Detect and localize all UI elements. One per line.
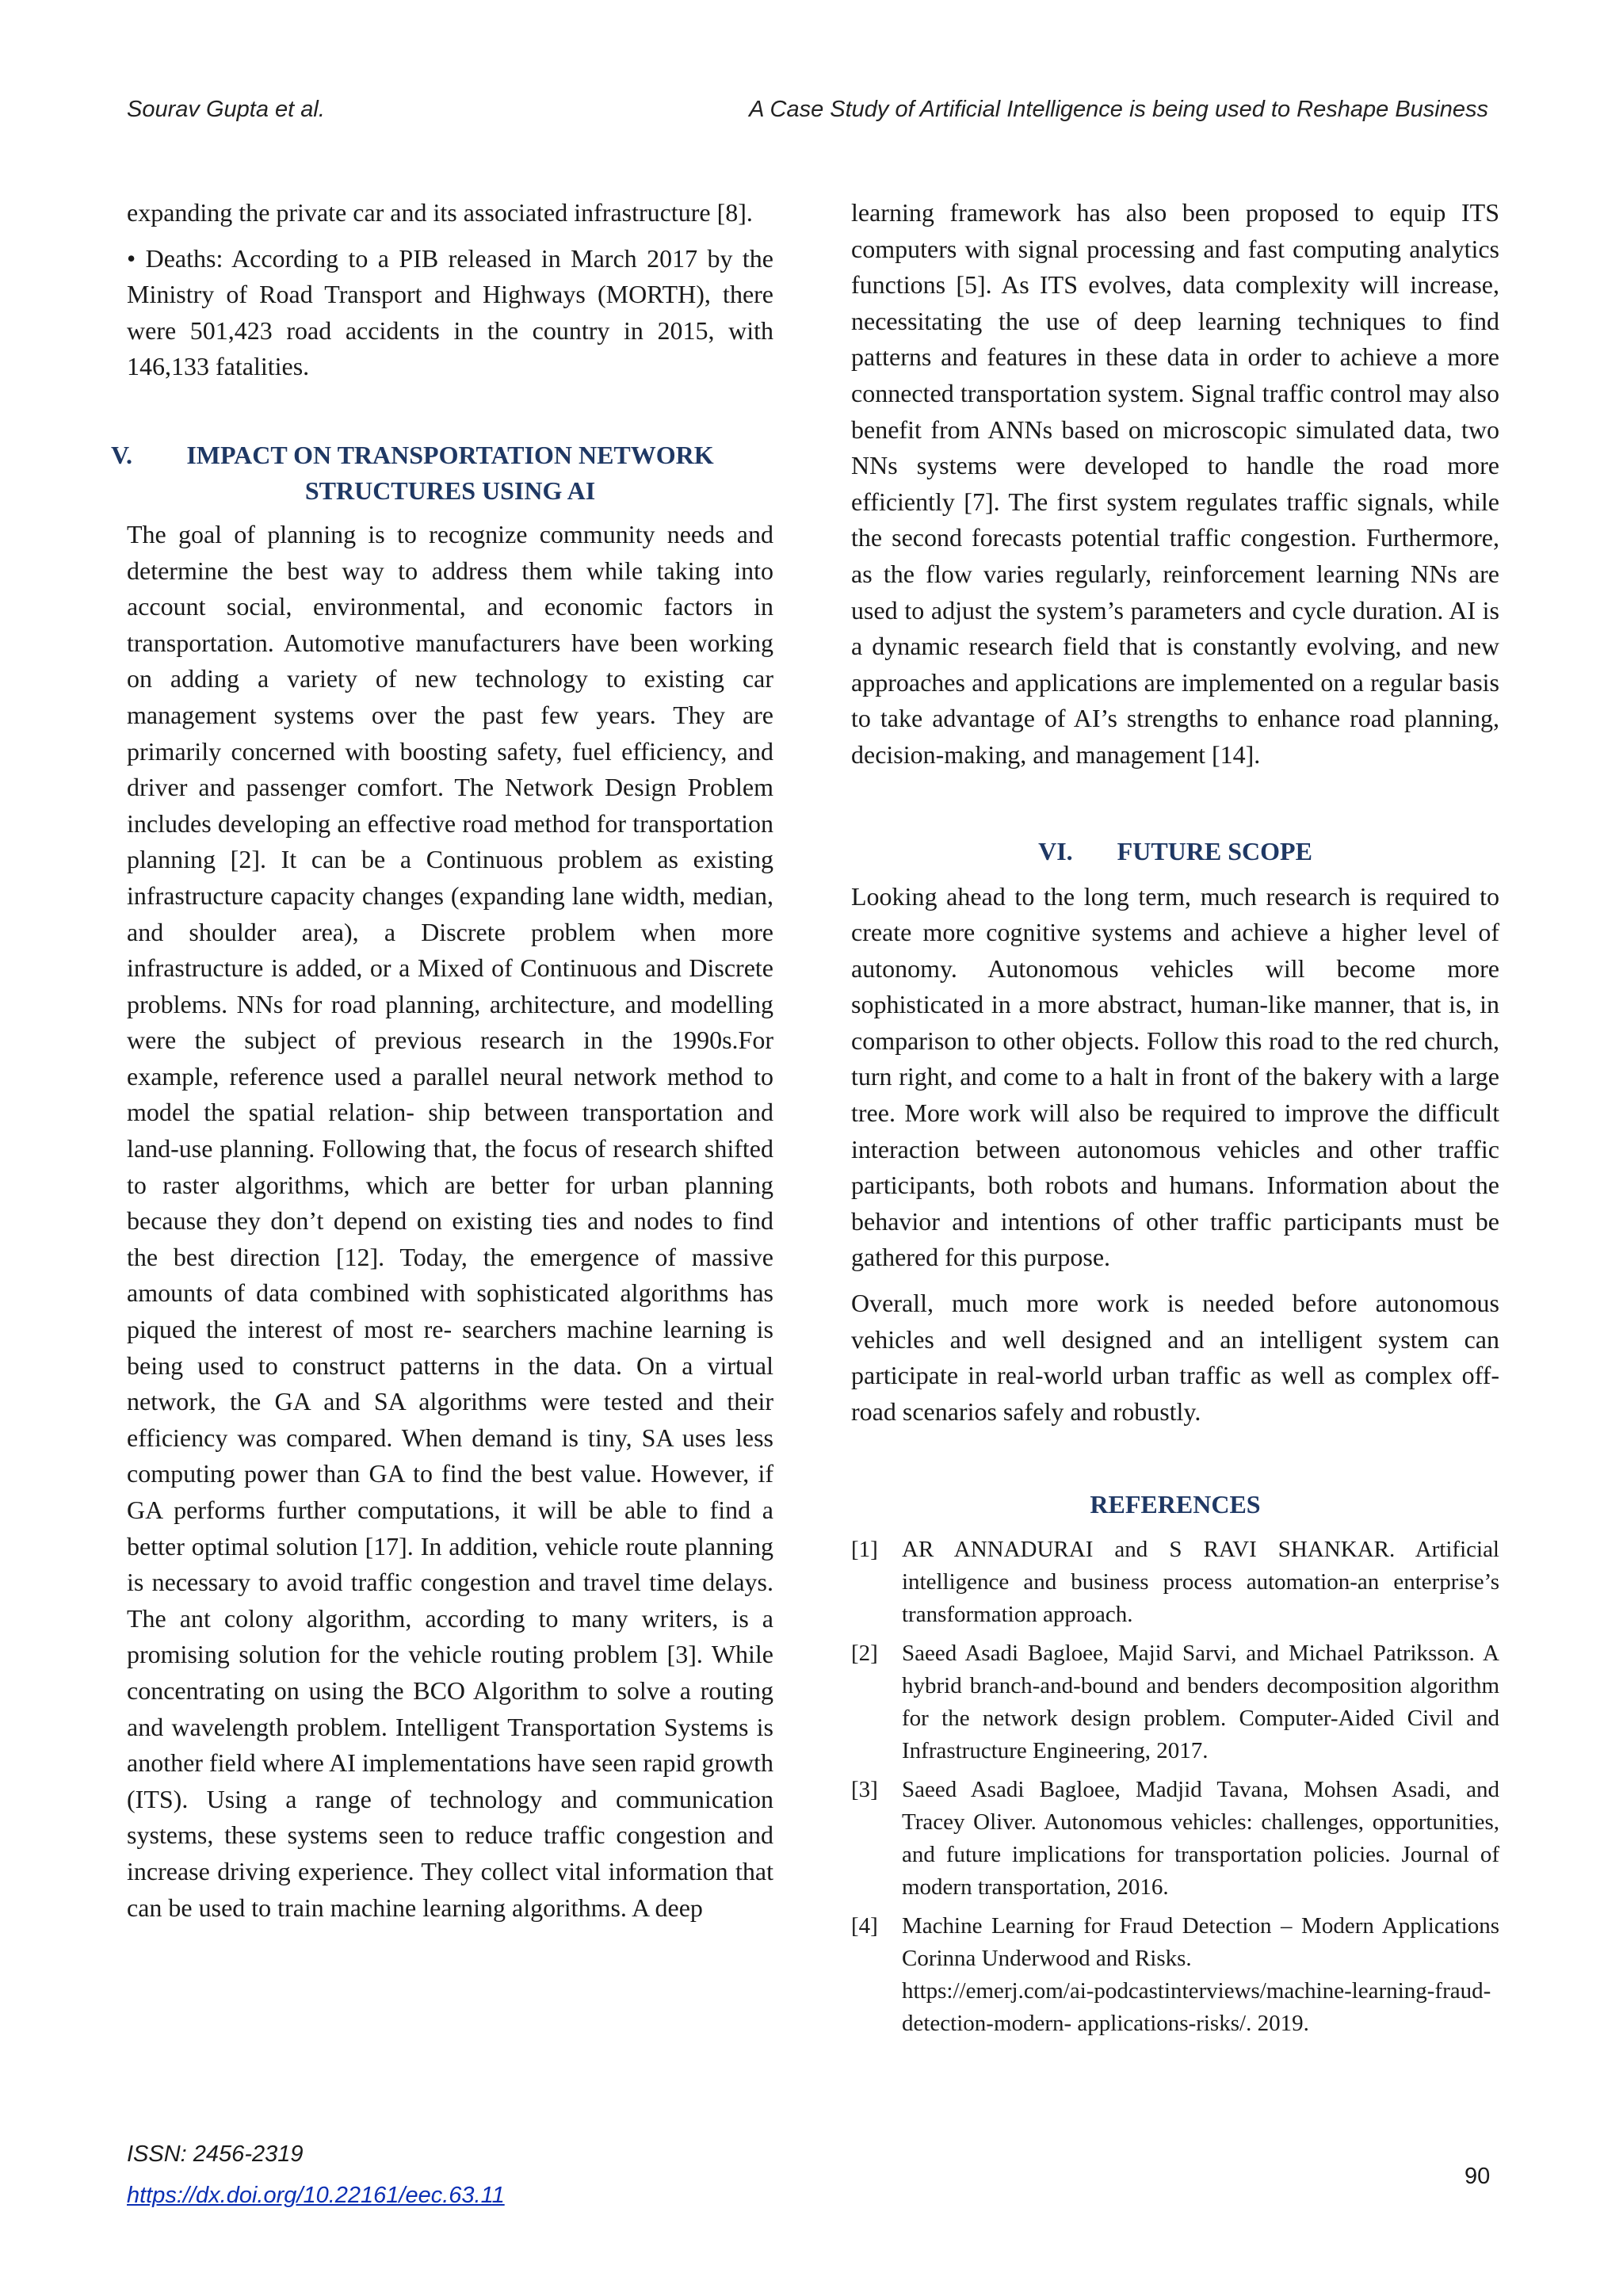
reference-number: [4] (851, 1913, 878, 1939)
running-header (127, 97, 1496, 136)
section-number: VI. (1038, 836, 1073, 865)
section-title-line-1: IMPACT ON TRANSPORTATION NETWORK (186, 440, 714, 469)
paragraph-deep-learning: learning framework has also been proposed to equip ITS computers with signal processing and fast computing analytics functions [5]. As ITS evolves, data complexity will increase, necessitating the use of deep learning techniques to find patterns and features in these data in order to achieve a more connected transportation system. Signal traffic control may also benefit from ANNs based on microscopic simulated data, two NNs systems were developed to handle the road more efficiently [7]. The first system regulates traffic signals, while the second forecasts potential traffic congestion. Furthermore, as the flow varies regularly, reinforcement learning NNs are used to adjust the system’s parameters and cycle duration. AI is a dynamic research field that is constantly evolving, and new approaches and applications are implemented on a regular basis to take advantage of AI’s strengths to enhance road planning, decision-making, and management [14]. (851, 198, 1499, 769)
reference-item (851, 1534, 1499, 1631)
section-title-line-2: STRUCTURES USING AI (304, 476, 596, 505)
reference-text: Saeed Asadi Bagloee, Madjid Tavana, Mohsen Asadi, and Tracey Oliver. Autonomous vehicles: challenges, opportunities, and future implications for transportation policies. Journal of modern transportation, 2016. (902, 1777, 1499, 1901)
header-paper-title: A Case Study of Artificial Intelligence is being used to Reshape Business (749, 97, 1488, 122)
reference-number: [2] (851, 1641, 878, 1667)
reference-url: https://emerj.com/ai-podcastinterviews/machine-learning-fraud-detection-modern- applications-risks/. 2019. (902, 1978, 1491, 2037)
reference-item (851, 1774, 1499, 1904)
reference-number: [3] (851, 1777, 878, 1803)
section-heading-vi (851, 834, 1499, 869)
reference-number: [1] (851, 1537, 878, 1563)
paragraph-overall: Overall, much more work is needed before autonomous vehicles and well designed and an intelligent system can participate in real-world urban traffic as well as complex off-road scenarios safely and robustly. (851, 1289, 1499, 1426)
paragraph-deaths: • Deaths: According to a PIB released in March 2017 by the Ministry of Road Transport and Highways (MORTH), there were 501,423 road accidents in the country in 2015, with 146,133 fatalities. (127, 243, 773, 381)
page-number: 90 (1465, 2164, 1491, 2189)
section-title: FUTURE SCOPE (1117, 836, 1312, 865)
paragraph-future-research: Looking ahead to the long term, much research is required to create more cognitive systems and achieve a higher level of autonomy. Autonomous vehicles will become more sophisticated in a more abstract, human-like manner, that is, in comparison to other objects. Follow this road to the red church, turn right, and come to a halt in front of the bakery with a large tree. More work will also be required to improve the difficult interaction between autonomous vehicles and other traffic participants, both robots and humans. Information about the behavior and intentions of other traffic participants must be gathered for this purpose. (851, 881, 1499, 1272)
reference-text: Machine Learning for Fraud Detection – Modern Applications Corinna Underwood and Risks. (902, 1913, 1499, 1972)
issn-label: ISSN: 2456-2319 (127, 2141, 304, 2167)
paragraph-planning: The goal of planning is to recognize community needs and determine the best way to address them while taking into account social, environmental, and economic factors in transportation. Automotive manufacturers have been working on adding a variety of new technology to existing car management systems over the past few years. They are primarily concerned with boosting safety, fuel efficiency, and driver and passenger comfort. The Network Design Problem includes developing an effective road method for transportation planning [2]. It can be a Continuous problem as existing infrastructure capacity changes (expanding lane width, median, and shoulder area), a Discrete problem when more infrastructure is added, or a Mixed of Continuous and Discrete problems. NNs for road planning, architecture, and modelling were the subject of previous research in the 1990s.For example, reference used a parallel neural network method to model the spatial relation- ship between transportation and land-use planning. Following that, the focus of research shifted to raster algorithms, which are better for urban planning because they don’t depend on existing ties and nodes to find the best direction [12]. Today, the emergence of massive amounts of data combined with sophisticated algorithms has piqued the interest of most re- searchers machine learning is being used to construct patterns in the data. On a virtual network, the GA and SA algorithms were tested and their efficiency was compared. When demand is tiny, SA uses less computing power than GA to find the best value. However, if GA performs further computations, it will be able to find a better optimal solution [17]. In addition, vehicle route planning is necessary to avoid traffic congestion and travel time delays. The ant colony algorithm, according to many writers, is a promising solution for the vehicle routing problem [3]. While concentrating on using the BCO Algorithm to solve a routing and wavelength problem. Intelligent Transportation Systems is another field where AI implementations have seen rapid growth (ITS). Using a range of technology and communication systems, these systems seen to reduce traffic congestion and increase driving experience. They collect vital information that can be used to train machine learning algorithms. A deep (127, 519, 773, 1922)
section-heading-v (111, 437, 789, 509)
reference-item (851, 1910, 1499, 2040)
reference-item (851, 1637, 1499, 1767)
section-number: V. (111, 440, 132, 469)
paragraph-infrastructure: expanding the private car and its associated infrastructure [8]. (127, 198, 753, 227)
footer (127, 2134, 505, 2216)
header-authors: Sourav Gupta et al. (127, 97, 325, 122)
left-column (111, 195, 773, 1926)
reference-text: Saeed Asadi Bagloee, Majid Sarvi, and Michael Patriksson. A hybrid branch-and-bound and benders decomposition algorithm for the network design problem. Computer-Aided Civil and Infrastructure Engineering, 2017. (902, 1641, 1499, 1764)
right-column (851, 195, 1499, 2040)
references-heading: REFERENCES (1090, 1490, 1261, 1519)
reference-text: AR ANNADURAI and S RAVI SHANKAR. Artificial intelligence and business process automation-an enterprise’s transformation approach. (902, 1537, 1499, 1628)
doi-link[interactable]: https://dx.doi.org/10.22161/eec.63.11 (127, 2183, 505, 2208)
